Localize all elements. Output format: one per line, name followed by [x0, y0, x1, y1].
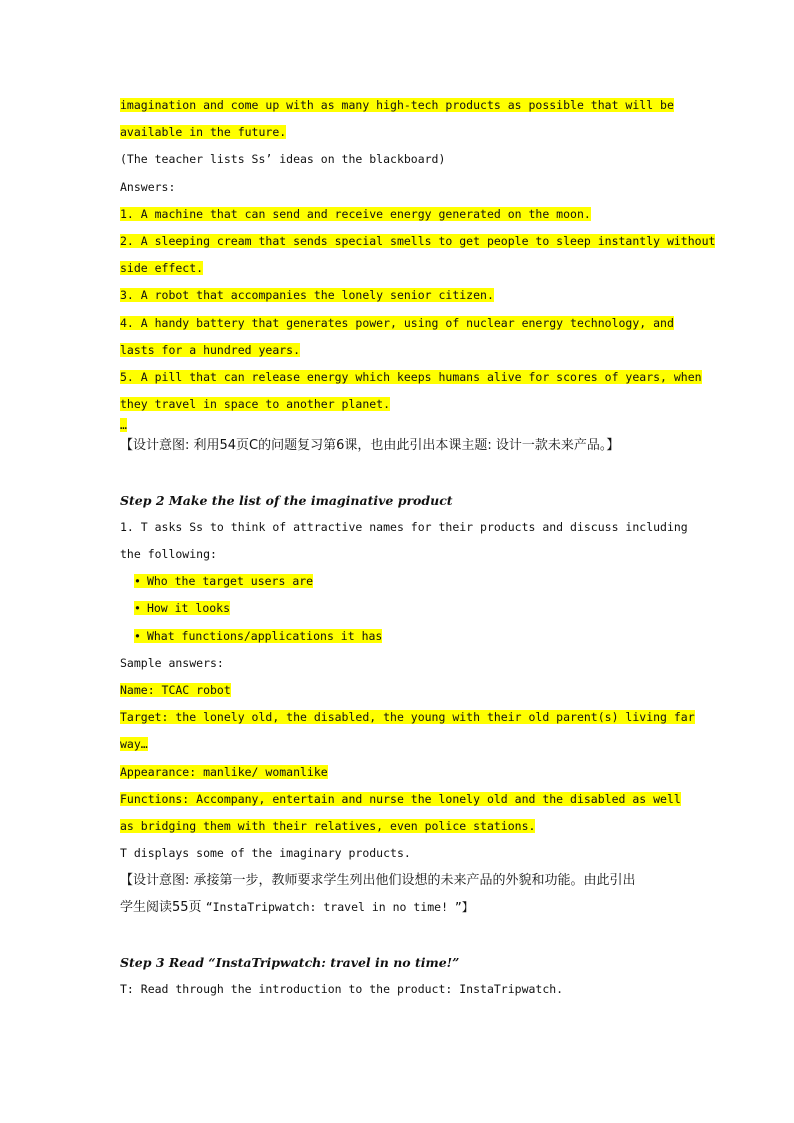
- bullet-text: Who the target users are: [146, 574, 314, 589]
- bullet-item: [120, 595, 680, 622]
- intro-line: imagination and come up with as many high-tech products as possible that will be: [120, 98, 674, 112]
- sample-line: Appearance: manlike/ womanlike: [120, 764, 328, 779]
- step2-instruction: the following:: [120, 547, 217, 562]
- display-note: T displays some of the imaginary products.: [120, 846, 411, 861]
- bullet-item: [120, 568, 680, 595]
- answer-line: lasts for a hundred years.: [120, 342, 301, 357]
- sample-line: Functions: Accompany, entertain and nurse the lonely old and the disabled as well: [120, 791, 681, 806]
- answer-line: 3. A robot that accompanies the lonely senior citizen.: [120, 288, 494, 303]
- design-intent-2-cn: 学生阅读55页: [120, 900, 206, 916]
- design-intent-1: 【设计意图: 利用54页C的问题复习第6课，也由此引出本课主题: 设计一款未来产品。】: [120, 438, 620, 454]
- design-intent-2-en: “InstaTripwatch: travel in no time! ”】: [205, 900, 474, 915]
- intro-line: available in the future.: [120, 125, 287, 140]
- sample-line: way…: [120, 737, 148, 752]
- sample-line: as bridging them with their relatives, even police stations.: [120, 818, 536, 833]
- bullet-text: How it looks: [146, 601, 231, 616]
- design-intent-2: 【设计意图: 承接第一步，教师要求学生列出他们设想的未来产品的外貌和功能。由此引出: [120, 873, 636, 889]
- answer-line: 1. A machine that can send and receive energy generated on the moon.: [120, 206, 591, 221]
- bullet-icon: •: [134, 574, 141, 589]
- step2-instruction: 1. T asks Ss to think of attractive names for their products and discuss including: [120, 519, 688, 534]
- answer-line: they travel in space to another planet.: [120, 397, 391, 412]
- bullet-icon: •: [134, 628, 141, 643]
- bullet-text: What functions/applications it has: [146, 628, 383, 643]
- sample-line: Name: TCAC robot: [120, 682, 231, 697]
- sample-label: Sample answers:: [120, 655, 224, 670]
- sample-line: Target: the lonely old, the disabled, the young with their old parent(s) living far: [120, 710, 695, 725]
- answer-line: 2. A sleeping cream that sends special smells to get people to sleep instantly without: [120, 233, 716, 248]
- teacher-note: (The teacher lists Ss’ ideas on the blackboard): [120, 152, 446, 167]
- answer-line: side effect.: [120, 261, 204, 276]
- bullet-icon: •: [134, 601, 141, 616]
- answer-line: 5. A pill that can release energy which keeps humans alive for scores of years, when: [120, 369, 702, 384]
- step3-line: T: Read through the introduction to the product: InstaTripwatch.: [120, 982, 564, 997]
- answers-label: Answers:: [120, 179, 176, 194]
- step3-title: Step 3 Read “InstaTripwatch: travel in no time!”: [120, 954, 460, 970]
- answer-line: 4. A handy battery that generates power, using of nuclear energy technology, and: [120, 315, 674, 330]
- bullet-item: [120, 623, 680, 650]
- ellipsis: …: [120, 418, 127, 433]
- step2-title: Step 2 Make the list of the imaginative product: [120, 492, 453, 508]
- design-intent-2-cont: [120, 894, 680, 921]
- document-page: [120, 92, 716, 1003]
